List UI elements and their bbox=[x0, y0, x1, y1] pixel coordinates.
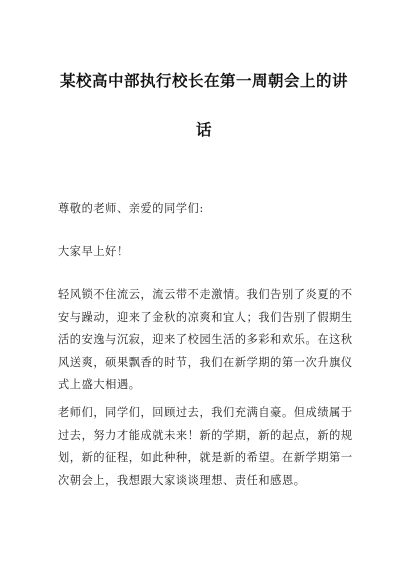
paragraph-line: 活的安逸与沉寂，迎来了校园生活的多彩和欢乐。在这秋 bbox=[58, 333, 353, 346]
paragraph-line: 风送爽，硕果飘香的时节，我们在新学期的第一次升旗仪 bbox=[58, 355, 353, 369]
paragraph-line: 过去，努力才能成就未来！新的学期，新的起点，新的规 bbox=[58, 428, 353, 442]
document-title-line-1: 某校高中部执行校长在第一周朝会上的讲 bbox=[59, 72, 348, 90]
paragraph-line: 次朝会上，我想跟大家谈谈理想、责任和感恩。 bbox=[58, 473, 306, 487]
paragraph-line: 轻风锁不住流云，流云带不走激情。我们告别了炎夏的不 bbox=[58, 288, 353, 301]
paragraph-line: 老师们，同学们，回顾过去，我们充满自豪。但成绩属于 bbox=[58, 406, 353, 419]
salutation: 尊敬的老师、亲爱的同学们: bbox=[58, 202, 204, 215]
document-title-line-2: 话 bbox=[195, 121, 212, 139]
paragraph-line: 式上盛大相遇。 bbox=[58, 378, 141, 391]
paragraph-line: 划，新的征程，如此种种，就是新的希望。在新学期第一 bbox=[58, 451, 353, 464]
greeting: 大家早上好！ bbox=[58, 245, 129, 258]
paragraph-line: 安与躁动，迎来了金秋的凉爽和宜人；我们告别了假期生 bbox=[58, 310, 353, 324]
paragraph-2 bbox=[58, 405, 353, 495]
paragraph-1 bbox=[58, 287, 353, 400]
